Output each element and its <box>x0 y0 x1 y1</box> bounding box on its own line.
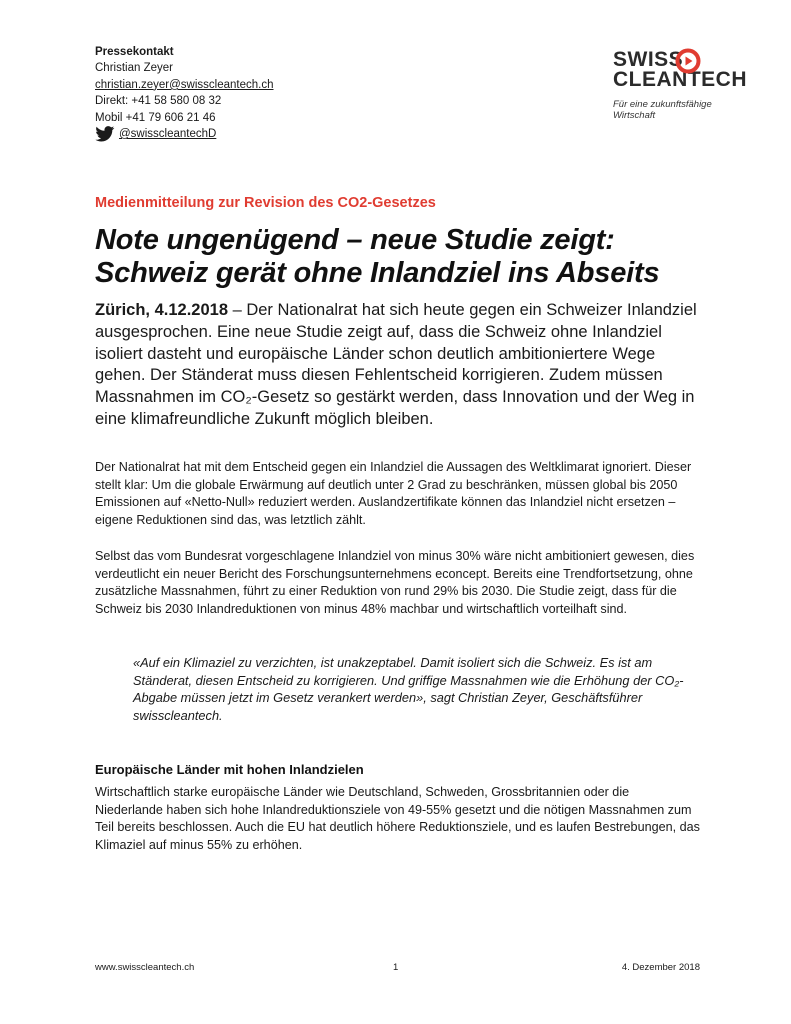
dateline: Zürich, 4.12.2018 <box>95 301 228 319</box>
play-circle-icon <box>675 48 701 79</box>
footer-page-number: 1 <box>393 962 399 973</box>
twitter-icon <box>95 126 115 142</box>
body-paragraph-2: Selbst das vom Bundesrat vorgeschlagene Inlandziel von minus 30% wäre nicht ambitioniert gewesen, dies verdeutlicht ein neuer Bericht des Forschungsunternehmens econcept. Bereits eine Trendfortsetzung, ohne zusätzliche Massnahmen, führt zu einer Reduktion von rund 29% bis 2030. Die Studie zeigt, dass für die Schweiz bis 2030 Inlandreduktionen von minus 48% machbar und wirtschaftlich vorteilhaft sind. <box>95 549 695 616</box>
section-subheading: Europäische Länder mit hohen Inlandzielen <box>95 762 364 777</box>
contact-email-link[interactable]: christian.zeyer@swisscleantech.ch <box>95 78 274 91</box>
footer-date: 4. Dezember 2018 <box>621 962 700 973</box>
twitter-row <box>95 126 274 142</box>
headline <box>95 224 735 290</box>
press-contact <box>95 44 274 142</box>
logo-word-swiss: SWISS <box>613 48 684 71</box>
logo-word-cleantech: CLEANTECH <box>613 68 747 91</box>
headline-line-2: Schweiz gerät ohne Inlandziel ins Abseits <box>95 257 660 289</box>
swisscleantech-logo <box>613 48 747 121</box>
logo-tagline-line1: Für eine zukunftsfähige <box>613 99 712 110</box>
logo-tagline <box>613 99 733 121</box>
contact-mobile: Mobil +41 79 606 21 46 <box>95 111 216 124</box>
press-release-kicker: Medienmitteilung zur Revision des CO2-Gesetzes <box>95 195 436 211</box>
body-paragraph-3: Wirtschaftlich starke europäische Länder wie Deutschland, Schweden, Grossbritannien oder die Niederlande haben sich hohe Inlandreduktionsziele von 49-55% gesetzt und die nötigen Massnahmen zum Teil bereits beschlossen. Auch die EU hat deutlich höhere Reduktionsziele, und es laufen Bestrebungen, das Klimaziel auf minus 55% zu erhöhen. <box>95 785 700 852</box>
lead-text: – Der Nationalrat hat sich heute gegen ein Schweizer Inlandziel ausgesprochen. Eine neue Studie zeigt auf, dass die Schweiz ohne Inlandziel isoliert dasteht und europäische Länder schon deutlich ambitioniertere Wege gehen. Der Ständerat muss diesen Fehlentscheid korrigieren. Zudem müssen Massnahmen im CO₂-Gesetz so gestärkt werden, dass Innovation und der Weg in eine klimafreundliche Zukunft möglich bleiben. <box>95 301 697 428</box>
contact-name: Christian Zeyer <box>95 62 173 75</box>
body-paragraph-1: Der Nationalrat hat mit dem Entscheid gegen ein Inlandziel die Aussagen des Weltklimarat ignoriert. Dieser stellt klar: Um die globale Erwärmung auf deutlich unter 2 Grad zu beschränken, müssen global bis 2050 Emissionen auf «Netto-Null» reduziert werden. Auslandzertifikate können das Inlandziel nicht ersetzen – eigene Reduktionen sind das, was letztlich zählt. <box>95 460 692 527</box>
footer-website-link[interactable]: www.swisscleantech.ch <box>95 962 195 973</box>
twitter-handle-link[interactable]: @swisscleantechD <box>119 128 217 141</box>
pull-quote: «Auf ein Klimaziel zu verzichten, ist unakzeptabel. Damit isoliert sich die Schweiz. Es ist am Ständerat, diesen Entscheid zu korrigieren. Und griffige Massnahmen wie die Erhöhung der CO₂-Abgabe müssen jetzt im Gesetz verankert werden», sagt Christian Zeyer, Geschäftsführer swisscleantech. <box>133 655 684 723</box>
logo-tagline-line2: Wirtschaft <box>613 110 656 121</box>
press-contact-heading: Pressekontakt <box>95 46 174 58</box>
headline-line-1: Note ungenügend – neue Studie zeigt: <box>95 224 615 256</box>
contact-phone: Direkt: +41 58 580 08 32 <box>95 95 222 108</box>
lead-paragraph <box>95 300 697 431</box>
